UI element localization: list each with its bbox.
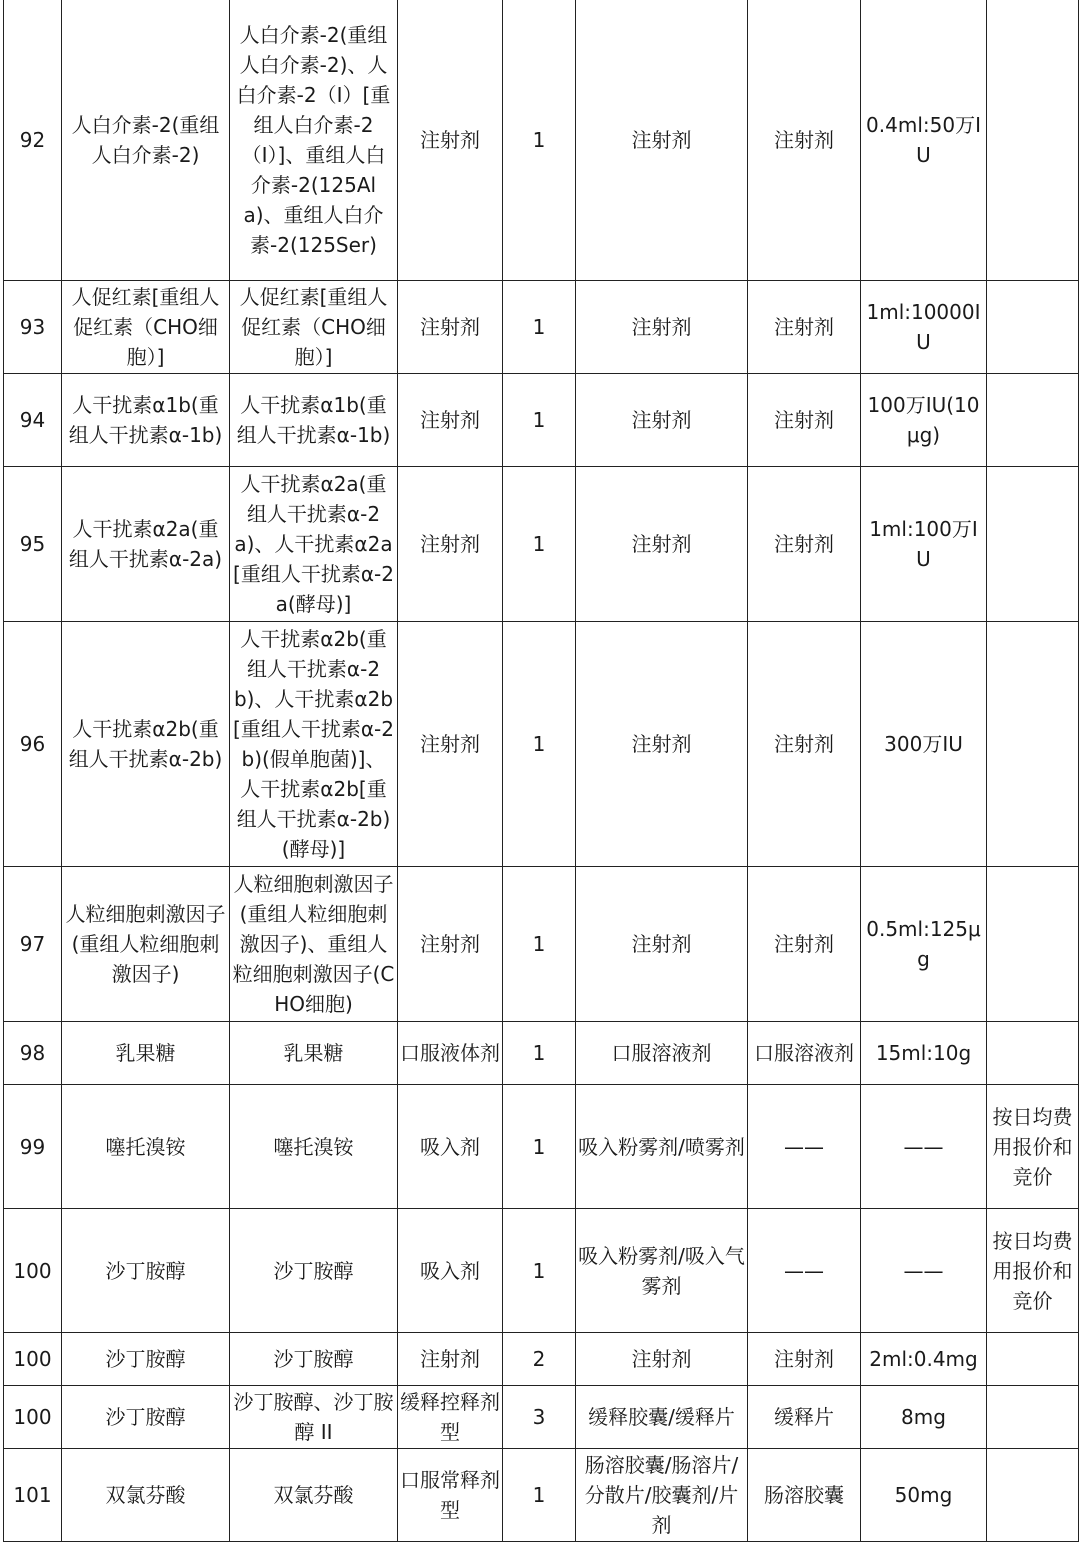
group-number-cell: 1 [503, 1449, 576, 1542]
dosage-form-group-cell: 口服液体剂 [398, 1022, 503, 1085]
representative-form-cell: 注射剂 [748, 467, 861, 622]
seq-cell: 100 [4, 1209, 62, 1333]
group-number-cell: 1 [503, 374, 576, 467]
note-cell [987, 622, 1079, 867]
note-cell [987, 867, 1079, 1022]
representative-form-cell: 口服溶液剂 [748, 1022, 861, 1085]
group-number-cell: 2 [503, 1333, 576, 1386]
included-names-cell: 人白介素-2(重组人白介素-2)、人白介素-2（I）[重组人白介素-2（I）]、重组人白介素-2(125Ala)、重组人白介素-2(125Ser) [230, 0, 398, 281]
representative-form-cell: 注射剂 [748, 0, 861, 281]
dosage-form-group-cell: 口服常释剂型 [398, 1449, 503, 1542]
table-row [4, 1085, 1079, 1209]
representative-form-cell: —— [748, 1085, 861, 1209]
dosage-form-group-cell: 吸入剂 [398, 1085, 503, 1209]
note-cell [987, 467, 1079, 622]
representative-form-cell: 注射剂 [748, 1333, 861, 1386]
seq-cell: 94 [4, 374, 62, 467]
forms-cell: 吸入粉雾剂/吸入气雾剂 [576, 1209, 748, 1333]
seq-cell: 95 [4, 467, 62, 622]
generic-name-cell: 双氯芬酸 [62, 1449, 230, 1542]
table-row [4, 1209, 1079, 1333]
group-number-cell: 1 [503, 867, 576, 1022]
seq-cell: 92 [4, 0, 62, 281]
table-row [4, 1449, 1079, 1542]
group-number-cell: 1 [503, 622, 576, 867]
dosage-form-group-cell: 缓释控释剂型 [398, 1386, 503, 1449]
forms-cell: 注射剂 [576, 0, 748, 281]
seq-cell: 100 [4, 1333, 62, 1386]
seq-cell: 96 [4, 622, 62, 867]
group-number-cell: 3 [503, 1386, 576, 1449]
generic-name-cell: 人干扰素α2b(重组人干扰素α-2b) [62, 622, 230, 867]
representative-spec-cell: —— [861, 1209, 987, 1333]
representative-form-cell: —— [748, 1209, 861, 1333]
representative-spec-cell: —— [861, 1085, 987, 1209]
table-row [4, 467, 1079, 622]
note-cell [987, 0, 1079, 281]
representative-form-cell: 注射剂 [748, 867, 861, 1022]
table-row [4, 622, 1079, 867]
representative-spec-cell: 2ml:0.4mg [861, 1333, 987, 1386]
representative-spec-cell: 100万IU(10μg) [861, 374, 987, 467]
forms-cell: 吸入粉雾剂/喷雾剂 [576, 1085, 748, 1209]
representative-spec-cell: 8mg [861, 1386, 987, 1449]
group-number-cell: 1 [503, 1085, 576, 1209]
forms-cell: 注射剂 [576, 281, 748, 374]
note-cell [987, 1022, 1079, 1085]
generic-name-cell: 噻托溴铵 [62, 1085, 230, 1209]
dosage-form-group-cell: 注射剂 [398, 622, 503, 867]
table-row [4, 1386, 1079, 1449]
note-cell: 按日均费用报价和竞价 [987, 1085, 1079, 1209]
group-number-cell: 1 [503, 281, 576, 374]
forms-cell: 注射剂 [576, 1333, 748, 1386]
seq-cell: 97 [4, 867, 62, 1022]
forms-cell: 注射剂 [576, 622, 748, 867]
included-names-cell: 沙丁胺醇 [230, 1333, 398, 1386]
included-names-cell: 人促红素[重组人促红素（CHO细胞）] [230, 281, 398, 374]
generic-name-cell: 人白介素-2(重组人白介素-2) [62, 0, 230, 281]
drug-list-table [3, 0, 1079, 1542]
forms-cell: 口服溶液剂 [576, 1022, 748, 1085]
note-cell [987, 1386, 1079, 1449]
included-names-cell: 沙丁胺醇、沙丁胺醇 II [230, 1386, 398, 1449]
included-names-cell: 沙丁胺醇 [230, 1209, 398, 1333]
dosage-form-group-cell: 注射剂 [398, 374, 503, 467]
seq-cell: 93 [4, 281, 62, 374]
note-cell [987, 374, 1079, 467]
generic-name-cell: 沙丁胺醇 [62, 1333, 230, 1386]
representative-spec-cell: 50mg [861, 1449, 987, 1542]
representative-spec-cell: 0.4ml:50万IU [861, 0, 987, 281]
note-cell [987, 281, 1079, 374]
representative-form-cell: 缓释片 [748, 1386, 861, 1449]
representative-spec-cell: 300万IU [861, 622, 987, 867]
included-names-cell: 人粒细胞刺激因子(重组人粒细胞刺激因子)、重组人粒细胞刺激因子(CHO细胞) [230, 867, 398, 1022]
forms-cell: 缓释胶囊/缓释片 [576, 1386, 748, 1449]
representative-form-cell: 肠溶胶囊 [748, 1449, 861, 1542]
group-number-cell: 1 [503, 1022, 576, 1085]
included-names-cell: 人干扰素α1b(重组人干扰素α-1b) [230, 374, 398, 467]
representative-spec-cell: 0.5ml:125μg [861, 867, 987, 1022]
dosage-form-group-cell: 注射剂 [398, 281, 503, 374]
included-names-cell: 人干扰素α2b(重组人干扰素α-2b)、人干扰素α2b[重组人干扰素α-2b)(假单胞菌)]、人干扰素α2b[重组人干扰素α-2b)(酵母)] [230, 622, 398, 867]
seq-cell: 101 [4, 1449, 62, 1542]
generic-name-cell: 人干扰素α2a(重组人干扰素α-2a) [62, 467, 230, 622]
forms-cell: 注射剂 [576, 467, 748, 622]
table-row [4, 374, 1079, 467]
table-row [4, 0, 1079, 281]
generic-name-cell: 人促红素[重组人促红素（CHO细胞）] [62, 281, 230, 374]
table-row [4, 867, 1079, 1022]
note-cell [987, 1449, 1079, 1542]
table-row [4, 281, 1079, 374]
forms-cell: 肠溶胶囊/肠溶片/分散片/胶囊剂/片剂 [576, 1449, 748, 1542]
generic-name-cell: 人粒细胞刺激因子(重组人粒细胞刺激因子) [62, 867, 230, 1022]
forms-cell: 注射剂 [576, 867, 748, 1022]
seq-cell: 100 [4, 1386, 62, 1449]
representative-spec-cell: 1ml:10000IU [861, 281, 987, 374]
group-number-cell: 1 [503, 467, 576, 622]
note-cell: 按日均费用报价和竞价 [987, 1209, 1079, 1333]
seq-cell: 99 [4, 1085, 62, 1209]
included-names-cell: 噻托溴铵 [230, 1085, 398, 1209]
table-row [4, 1022, 1079, 1085]
forms-cell: 注射剂 [576, 374, 748, 467]
table-row [4, 1333, 1079, 1386]
representative-spec-cell: 1ml:100万IU [861, 467, 987, 622]
representative-form-cell: 注射剂 [748, 374, 861, 467]
dosage-form-group-cell: 注射剂 [398, 867, 503, 1022]
dosage-form-group-cell: 吸入剂 [398, 1209, 503, 1333]
dosage-form-group-cell: 注射剂 [398, 1333, 503, 1386]
included-names-cell: 人干扰素α2a(重组人干扰素α-2a)、人干扰素α2a[重组人干扰素α-2a(酵母)] [230, 467, 398, 622]
generic-name-cell: 乳果糖 [62, 1022, 230, 1085]
note-cell [987, 1333, 1079, 1386]
included-names-cell: 双氯芬酸 [230, 1449, 398, 1542]
representative-form-cell: 注射剂 [748, 622, 861, 867]
seq-cell: 98 [4, 1022, 62, 1085]
dosage-form-group-cell: 注射剂 [398, 0, 503, 281]
included-names-cell: 乳果糖 [230, 1022, 398, 1085]
representative-spec-cell: 15ml:10g [861, 1022, 987, 1085]
group-number-cell: 1 [503, 1209, 576, 1333]
group-number-cell: 1 [503, 0, 576, 281]
generic-name-cell: 沙丁胺醇 [62, 1209, 230, 1333]
generic-name-cell: 沙丁胺醇 [62, 1386, 230, 1449]
dosage-form-group-cell: 注射剂 [398, 467, 503, 622]
representative-form-cell: 注射剂 [748, 281, 861, 374]
generic-name-cell: 人干扰素α1b(重组人干扰素α-1b) [62, 374, 230, 467]
